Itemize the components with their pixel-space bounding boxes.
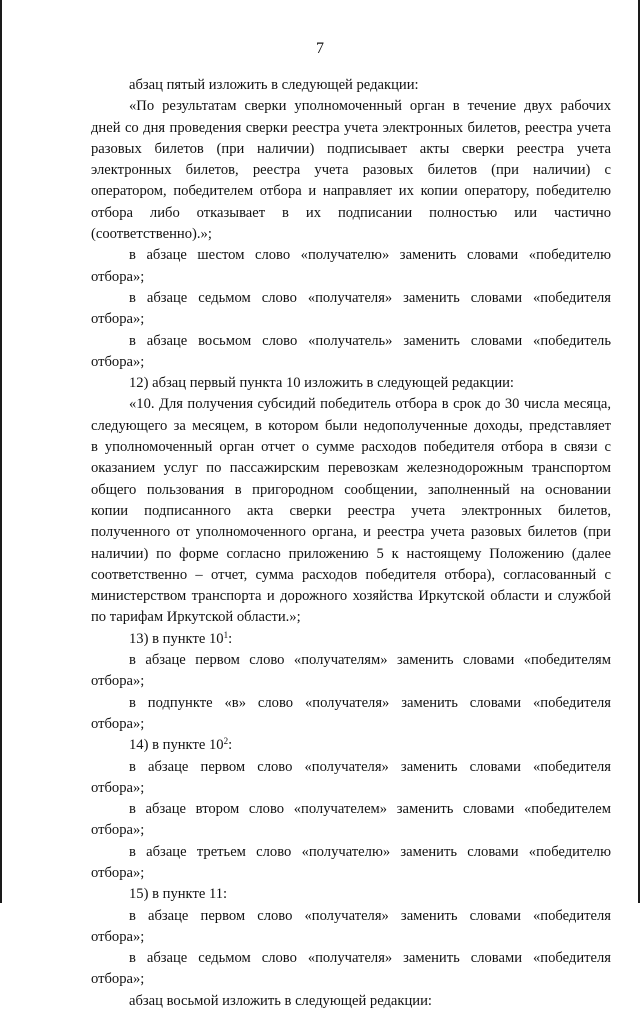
scan-edge-left	[0, 0, 2, 903]
text-line: в абзаце втором слово «получателем» заменить словами «победителем	[129, 801, 611, 818]
item-14-text: 14) в пункте 10	[129, 737, 224, 754]
text-line: абзац восьмой изложить в следующей редакции:	[129, 992, 432, 1009]
text-line: отбора»;	[91, 268, 145, 285]
item-14-colon: :	[228, 737, 233, 754]
text-line: отбора»;	[91, 673, 145, 690]
text-line: в подпункте «в» слово «получателя» заменить словами «победителя	[129, 694, 611, 711]
text-line: по тарифам Иркутской области.»;	[91, 609, 301, 626]
text-line: электронных билетов, реестра учета разовых билетов (при наличии) с	[91, 162, 611, 179]
text-line: в уполномоченный орган отчет о сумме расходов победителя отбора в связи с	[91, 439, 611, 456]
text-line: в абзаце первом слово «получателя» заменить словами «победителя	[129, 907, 611, 924]
text-line: соответственно – отчет, сумма расходов победителя отбора), согласованный с	[91, 566, 611, 583]
text-line: в абзаце первом слово «получателям» заменить словами «победителям	[129, 652, 611, 669]
text-line: в абзаце восьмом слово «получатель» заменить словами «победитель	[129, 332, 611, 349]
text-line: в абзаце первом слово «получателя» заменить словами «победителя	[129, 758, 611, 775]
text-line: в абзаце шестом слово «получателю» заменить словами «победителю	[129, 247, 611, 264]
text-line: оказанием услуг по пассажирским перевозкам железнодорожным транспортом	[91, 460, 611, 477]
item-13-superscript: 1	[223, 629, 229, 640]
text-line: отбора»;	[91, 864, 145, 881]
text-line: «По результатам сверки уполномоченный орган в течение двух рабочих	[129, 98, 611, 115]
text-line: следующего за месяцем, в котором были недополученные доходы, представляет	[91, 417, 611, 434]
document-body	[91, 75, 611, 1012]
item-13-text: 13) в пункте 10	[129, 630, 224, 647]
text-line: отбора»;	[91, 779, 145, 796]
text-line: в абзаце седьмом слово «получателя» заменить словами «победителя	[129, 950, 611, 967]
text-line: «10. Для получения субсидий победитель отбора в срок до 30 числа месяца,	[129, 396, 611, 413]
text-line: наличии) по форме согласно приложению 5 к настоящему Положению (далее	[91, 545, 611, 562]
page-number: 7	[316, 40, 324, 57]
text-line: отбора либо отказывает в их подписании полностью или частично	[91, 204, 611, 221]
text-line: отбора»;	[91, 971, 145, 988]
text-line: отбора»;	[91, 353, 145, 370]
text-line: копии подписанного акта сверки реестра учета электронных билетов,	[91, 502, 611, 519]
text-line: абзац пятый изложить в следующей редакции:	[129, 77, 419, 93]
item-13-colon: :	[228, 630, 233, 647]
text-line-item-14	[91, 735, 611, 756]
text-line: отбора»;	[91, 715, 145, 732]
text-line: отбора»;	[91, 311, 145, 328]
text-line-item-13	[91, 629, 611, 650]
text-line: министерством транспорта и дорожного хозяйства Иркутской области и службой	[91, 588, 611, 605]
text-line: (соответственно).»;	[91, 226, 212, 243]
text-line: разовых билетов (при наличии) подписывает акты сверки реестра учета	[91, 140, 611, 157]
text-line: оператором, победителем отбора и направляет их копии оператору, победителю	[91, 183, 611, 200]
text-line: общего пользования в пригородном сообщении, заполненный на основании	[91, 481, 611, 498]
text-line: 12) абзац первый пункта 10 изложить в следующей редакции:	[129, 375, 514, 392]
item-14-superscript: 2	[223, 736, 229, 747]
text-line: полученного от уполномоченного органа, и реестра учета разовых билетов (при	[91, 524, 611, 541]
text-line: в абзаце седьмом слово «получателя» заменить словами «победителя	[129, 289, 611, 306]
text-line: дней со дня проведения сверки реестра учета электронных билетов, реестра учета	[91, 119, 611, 136]
text-line: в абзаце третьем слово «получателю» заменить словами «победителю	[129, 843, 611, 860]
text-line: 15) в пункте 11:	[129, 886, 228, 903]
text-line: отбора»;	[91, 822, 145, 839]
text-line: отбора»;	[91, 928, 145, 945]
